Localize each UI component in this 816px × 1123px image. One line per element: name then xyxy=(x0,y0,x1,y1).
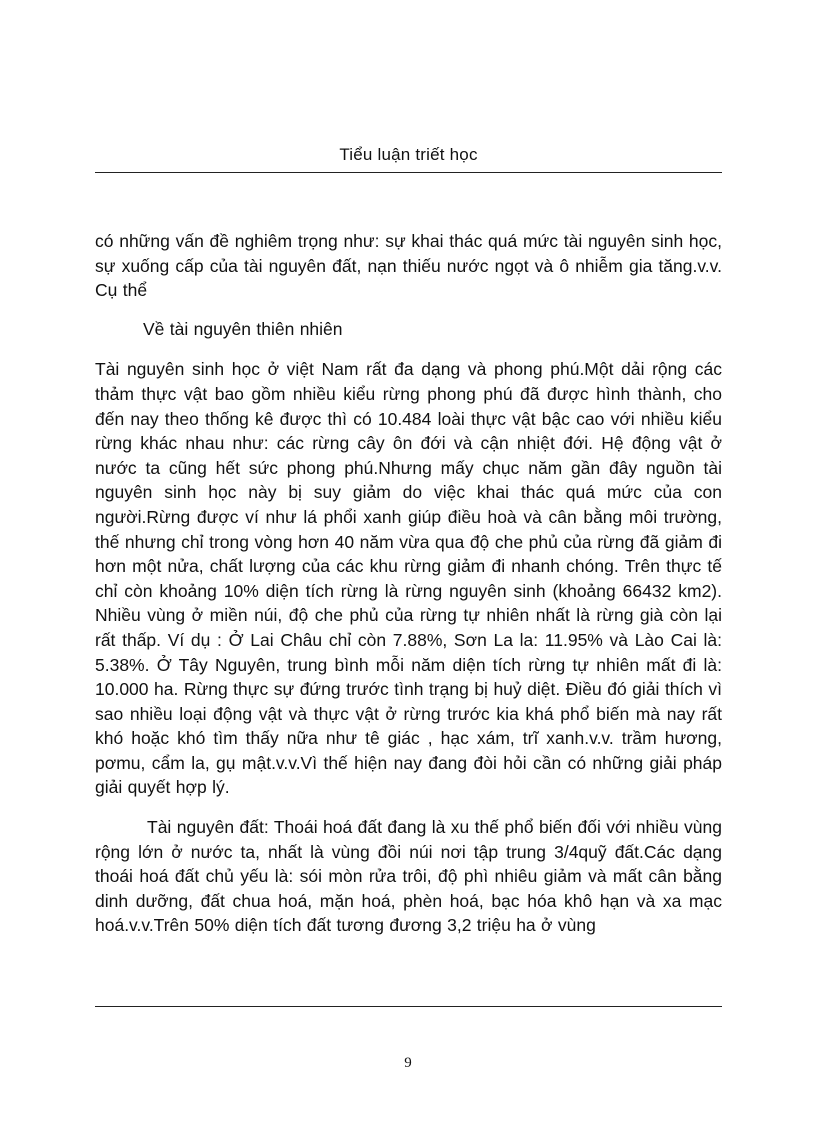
section-heading: Về tài nguyên thiên nhiên xyxy=(143,318,343,339)
header-divider xyxy=(95,172,722,173)
bio-resources-paragraph: Tài nguyên sinh học ở việt Nam rất đa dạng và phong phú.Một dải rộng các thảm thực vật bao gồm nhiều kiểu rừng phong phú đã được hình thành, cho đến nay theo thống kê được thì có 10.484 loài thực vật bậc cao với nhiều kiểu rừng khác nhau như: các rừng cây ôn đới và cận nhiệt đới. Hệ động vật ở nước ta cũng hết sức phong phú.Nhưng mấy chục năm gần đây nguồn tài nguyên sinh học này bị suy giảm do việc khai thác quá mức của con người.Rừng được ví như lá phổi xanh giúp điều hoà và cân bằng môi trường, thế nhưng chỉ trong vòng hơn 40 năm vừa qua độ che phủ của rừng đã giảm đi hơn một nửa, chất lượng của các khu rừng giảm đi nhanh chóng. Trên thực tế chỉ còn khoảng 10% diện tích rừng là rừng nguyên sinh (khoảng 66432 km2). Nhiều vùng ở miền núi, độ che phủ của rừng tự nhiên nhất là rừng già còn lại rất thấp. Ví dụ : Ở Lai Châu chỉ còn 7.88%, Sơn La la: 11.95% và Lào Cai là: 5.38%. Ở Tây Nguyên, trung bình mỗi năm diện tích rừng tự nhiên mất đi là: 10.000 ha. Rừng thực sự đứng trước tình trạng bị huỷ diệt. Điều đó giải thích vì sao nhiều loại động vật và thực vật ở rừng trước kia khá phổ biến mà nay rất khó hoặc khó tìm thấy nữa như tê giác , hạc xám, trĩ xanh.v.v. trầm hương, pơmu, cẩm la, gụ mật.v.v.Vì thế hiện nay đang đòi hỏi cần có những giải pháp giải quyết hợp lý. xyxy=(95,359,722,798)
page-body xyxy=(95,229,722,938)
footer-divider xyxy=(95,1006,722,1007)
land-resources-paragraph: Tài nguyên đất: Thoái hoá đất đang là xu thế phổ biến đối với nhiều vùng rộng lớn ở nước ta, nhất là vùng đồi núi nơi tập trung 3/4quỹ đất.Các dạng thoái hoá đất chủ yếu là: sói mòn rửa trôi, độ phì nhiêu giảm và mất cân bằng dinh dưỡng, đất chua hoá, mặn hoá, phèn hoá, bạc hóa khô hạn và xa mạc hoá.v.v.Trên 50% diện tích đất tương đương 3,2 triệu ha ở vùng xyxy=(95,817,722,936)
page-header-title: Tiểu luận triết học xyxy=(339,145,478,164)
page-number: 9 xyxy=(404,1055,412,1071)
intro-paragraph: có những vấn đề nghiêm trọng như: sự khai thác quá mức tài nguyên sinh học, sự xuống cấp của tài nguyên đất, nạn thiếu nước ngọt và ô nhiễm gia tăng.v.v. Cụ thể xyxy=(95,231,722,301)
